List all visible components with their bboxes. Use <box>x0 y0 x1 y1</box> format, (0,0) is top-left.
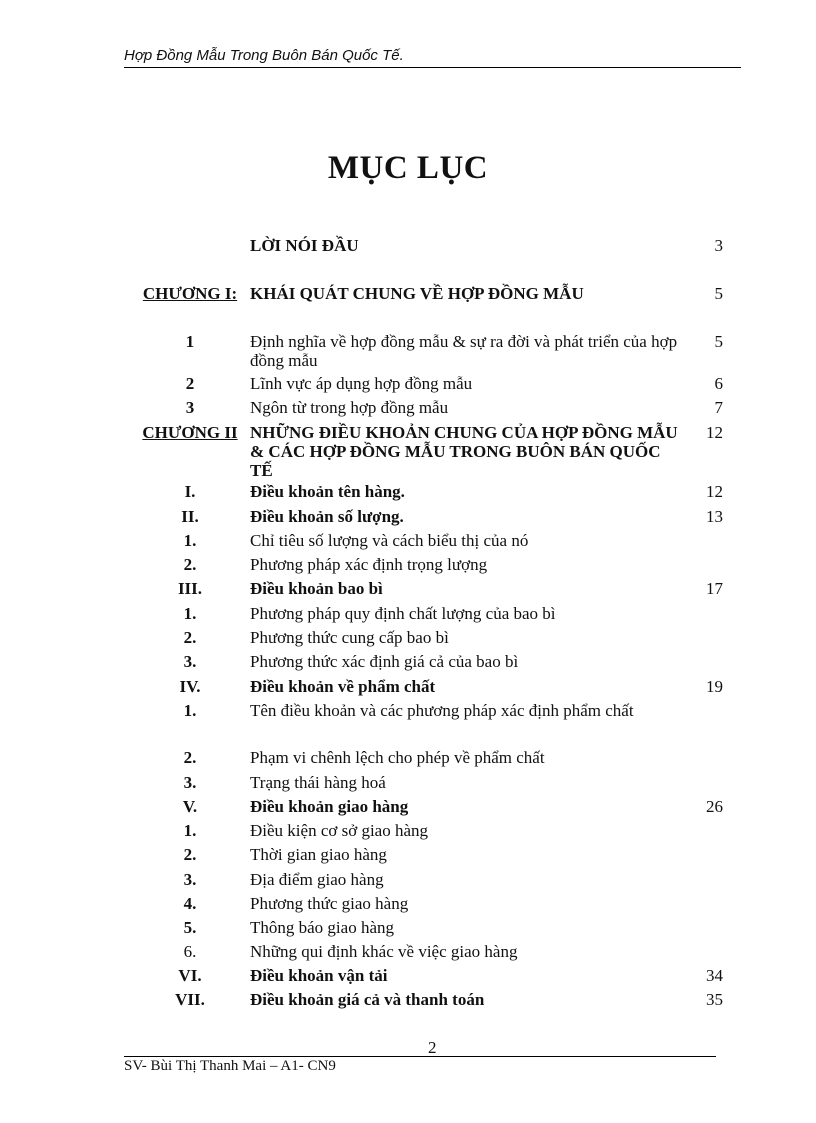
toc-label: III. <box>177 579 203 598</box>
toc-label: CHƯƠNG I: <box>142 284 238 303</box>
toc-text: Định nghĩa về hợp đồng mẫu & sự ra đời và phát triển của hợp đồng mẫu <box>250 332 678 370</box>
toc-label: CHƯƠNG II <box>142 423 238 442</box>
toc-text: LỜI NÓI ĐẦU <box>250 236 359 255</box>
toc-page: 5 <box>714 284 723 303</box>
toc-text: Phương thức xác định giá cả của bao bì <box>250 652 519 671</box>
toc-label: IV. <box>179 677 201 696</box>
toc-text: KHÁI QUÁT CHUNG VỀ HỢP ĐỒNG MẪU <box>250 284 584 303</box>
toc-text: Phương thức giao hàng <box>250 894 409 913</box>
toc-text: Phương pháp xác định trọng lượng <box>250 555 488 574</box>
toc-page: 7 <box>714 398 723 417</box>
toc-text: Điều khoản giá cả và thanh toán <box>250 990 485 1009</box>
toc-label: II. <box>181 507 199 526</box>
toc-text: Điều khoản bao bì <box>250 579 383 598</box>
toc-page: 34 <box>706 966 723 985</box>
toc-label: 6. <box>183 942 197 961</box>
toc-page: 6 <box>714 374 723 393</box>
toc-page: 3 <box>714 236 723 255</box>
toc-label: VI. <box>178 966 202 985</box>
running-header: Hợp Đồng Mẫu Trong Buôn Bán Quốc Tế. <box>124 47 404 64</box>
toc-text: Điều khoản về phẩm chất <box>250 677 436 696</box>
footer-rule <box>124 1056 716 1057</box>
toc-text: Phạm vi chênh lệch cho phép về phẩm chất <box>250 748 545 767</box>
toc-page: 19 <box>706 677 723 696</box>
toc-text: Địa điểm giao hàng <box>250 870 384 889</box>
toc-label: 1. <box>183 531 197 550</box>
page-number: 2 <box>428 1038 437 1057</box>
toc-label: I. <box>184 482 196 501</box>
toc-text: Tên điều khoản và các phương pháp xác định phẩm chất <box>250 701 634 720</box>
toc-page: 12 <box>706 482 723 501</box>
toc-text: NHỮNG ĐIỀU KHOẢN CHUNG CỦA HỢP ĐỒNG MẪU & CÁC HỢP ĐỒNG MẪU TRONG BUÔN BÁN QUỐC TẾ <box>250 423 678 480</box>
toc-label: 1. <box>183 604 197 623</box>
toc-label: 2. <box>183 845 197 864</box>
toc-text: Phương pháp quy định chất lượng của bao bì <box>250 604 556 623</box>
toc-text: Chỉ tiêu số lượng và cách biểu thị của nó <box>250 531 529 550</box>
toc-label: 3. <box>183 870 197 889</box>
toc-label: 1. <box>183 701 197 720</box>
toc-label: 2 <box>185 374 195 393</box>
page-title: MỤC LỤC <box>327 150 489 186</box>
toc-label: 2. <box>183 748 197 767</box>
toc-label: 3 <box>185 398 195 417</box>
toc-label: 4. <box>183 894 197 913</box>
toc-text: Những qui định khác về việc giao hàng <box>250 942 518 961</box>
toc-page: 13 <box>706 507 723 526</box>
toc-text: Ngôn từ trong hợp đồng mẫu <box>250 398 449 417</box>
toc-text: Phương thức cung cấp bao bì <box>250 628 449 647</box>
toc-page: 12 <box>706 423 723 442</box>
toc-label: 3. <box>183 773 197 792</box>
toc-text: Điều khoản tên hàng. <box>250 482 405 501</box>
toc-label: 5. <box>183 918 197 937</box>
toc-page: 26 <box>706 797 723 816</box>
toc-text: Lĩnh vực áp dụng hợp đồng mẫu <box>250 374 473 393</box>
toc-page: 17 <box>706 579 723 598</box>
toc-label: 3. <box>183 652 197 671</box>
toc-page: 5 <box>714 332 723 351</box>
toc-text: Điều khoản số lượng. <box>250 507 404 526</box>
toc-text: Điều kiện cơ sở giao hàng <box>250 821 429 840</box>
toc-label: V. <box>182 797 198 816</box>
toc-label: 2. <box>183 555 197 574</box>
toc-page: 35 <box>706 990 723 1009</box>
toc-text: Trạng thái hàng hoá <box>250 773 386 792</box>
toc-label: 1. <box>183 821 197 840</box>
toc-text: Thông báo giao hàng <box>250 918 394 937</box>
toc-label: 1 <box>185 332 195 351</box>
footer-author: SV- Bùi Thị Thanh Mai – A1- CN9 <box>124 1058 336 1074</box>
toc-label: 2. <box>183 628 197 647</box>
toc-text: Thời gian giao hàng <box>250 845 387 864</box>
toc-text: Điều khoản vận tải <box>250 966 388 985</box>
toc-label: VII. <box>175 990 205 1009</box>
toc-text: Điều khoản giao hàng <box>250 797 409 816</box>
